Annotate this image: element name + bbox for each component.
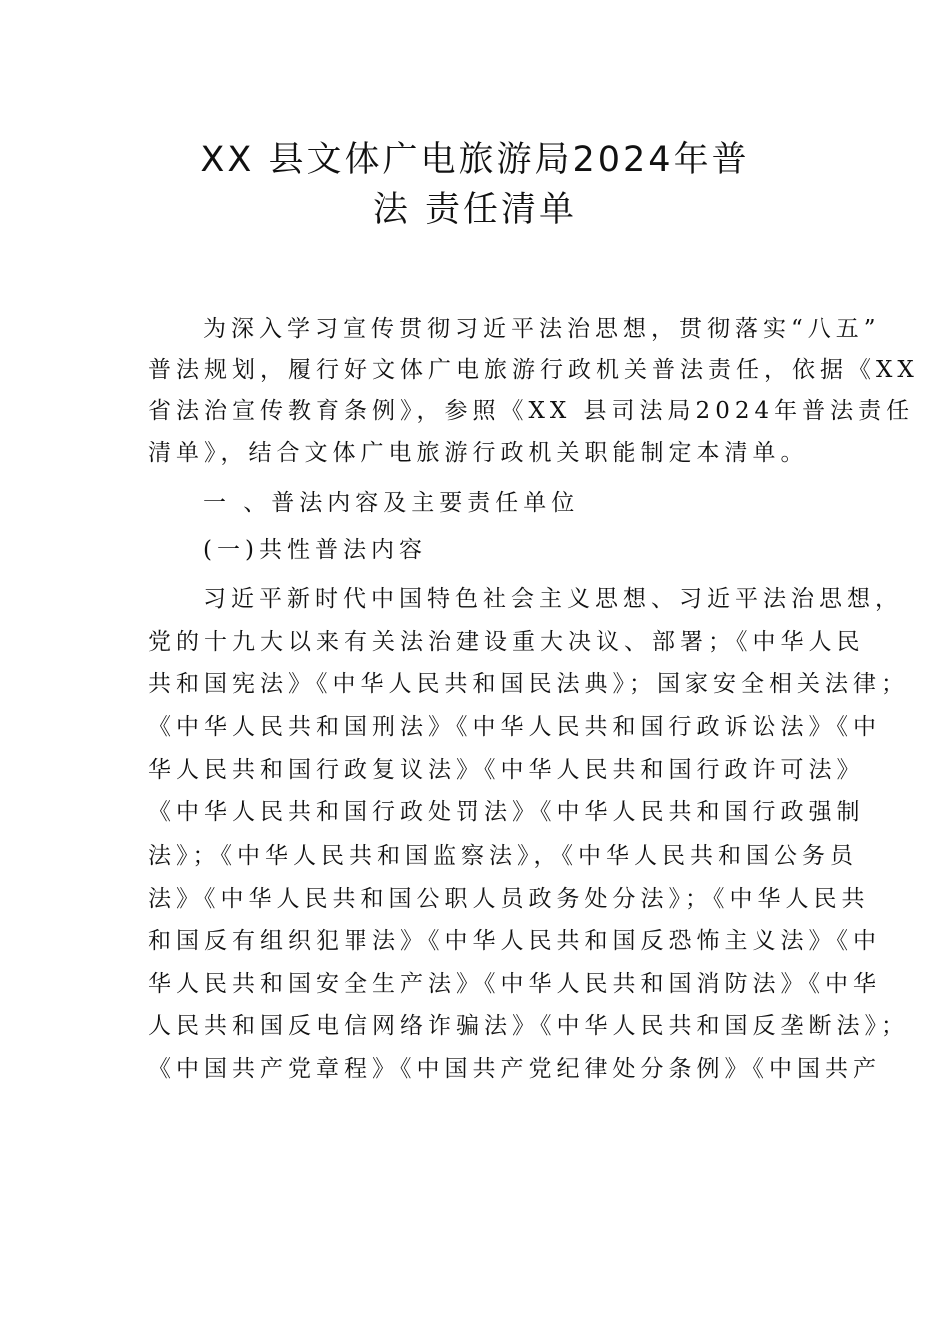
intro-paragraph-line: 普法规划，履行好文体广电旅游行政机关普法责任，依据《XX [148, 357, 919, 383]
content-paragraph-line: 人民共和国反电信网络诈骗法》《中华人民共和国反垄断法》； [148, 1013, 909, 1039]
document-title-line-2: 法 责任清单 [372, 190, 578, 230]
content-paragraph-line: 党的十九大以来有关法治建设重大决议、部署；《中华人民 [148, 629, 865, 655]
content-paragraph-line: 习近平新时代中国特色社会主义思想、习近平法治思想， [203, 586, 903, 612]
intro-paragraph-line: 为深入学习宣传贯彻习近平法治思想，贯彻落实“八五” [203, 316, 881, 342]
content-paragraph-line: 华人民共和国行政复议法》《中华人民共和国行政许可法》 [148, 757, 865, 783]
content-paragraph-line: 《中华人民共和国刑法》《中华人民共和国行政诉讼法》《中 [148, 714, 881, 740]
document-title-line-1: XX 县文体广电旅游局2024年普 [200, 140, 750, 180]
intro-paragraph-line: 清单》，结合文体广电旅游行政机关职能制定本清单。 [148, 440, 809, 466]
content-paragraph-line: 法》；《中华人民共和国监察法》，《中华人民共和国公务员 [148, 843, 858, 869]
section-heading: 一 、普法内容及主要责任单位 [203, 490, 580, 516]
content-paragraph-line: 和国反有组织犯罪法》《中华人民共和国反恐怖主义法》《中 [148, 928, 881, 954]
content-paragraph-line: 《中国共产党章程》《中国共产党纪律处分条例》《中国共产 [148, 1056, 881, 1082]
content-paragraph-line: 法》《中华人民共和国公职人员政务处分法》；《中华人民共 [148, 886, 870, 912]
content-paragraph-line: 华人民共和国安全生产法》《中华人民共和国消防法》《中华 [148, 971, 881, 997]
intro-paragraph-line: 省法治宣传教育条例》，参照《XX 县司法局2024年普法责任 [148, 398, 915, 424]
content-paragraph-line: 《中华人民共和国行政处罚法》《中华人民共和国行政强制 [148, 799, 865, 825]
content-paragraph-line: 共和国宪法》《中华人民共和国民法典》；国家安全相关法律； [148, 671, 909, 697]
subsection-heading: (一)共性普法内容 [203, 537, 427, 563]
